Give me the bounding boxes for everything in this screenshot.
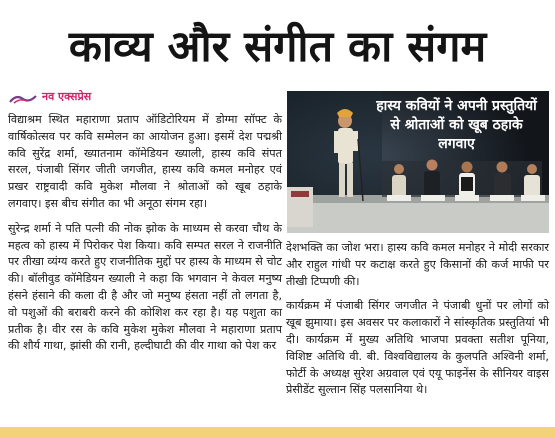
byline-label: नव एक्सप्रेस [42, 89, 92, 103]
page-bottom-strip [0, 427, 555, 438]
article-paragraph: सुरेन्द्र शर्मा ने पति पत्नी की नोक झोक के माध्यम से करवा चौथ के महत्व को हास्य में पिरोकर पेश किया। कवि सम्पत सरल ने राजनीति पर तीखा व्यंग्य करते हुए राजनीतिक मुद्दों पर हास्य के माध्यम से चोट की। बॉलीवुड कॉमेडियन ख्याली ने कहा कि भगवान ने केवल मनुष्य हंसने हंसाने की कला दी है और जो मनुष्य हंसता नहीं तो लगता है, वो पशुओं की बराबरी करने की कोशिश कर रहा है। यह पशुता का प्रतीक है। वीर रस के कवि मुकेश मुकेश मौलवा ने महाराणा प्रताप की शौर्य गाथा, झांसी की रानी, हल्दीघाटी की वीर गाथा को पेश कर [8, 221, 282, 353]
article-paragraph: कार्यक्रम में पंजाबी सिंगर जगजीत ने पंजाबी धुनों पर लोगों को खूब झुमाया। इस अवसर पर कलाकारों ने सांस्कृतिक प्रस्तुतियां भी दी। कार्यक्रम में मुख्य अतिथि भाजपा प्रवक्ता सतीश पूनिया, विशिष्ट अतिथि वी. बी. विश्वविद्यालय के कुलपति अश्विनी शर्मा, फोर्टी के अध्यक्ष सुरेश अग्रवाल एवं एयू फाइनेंस के सीनियर वाइस प्रेसीडेंट सुल्तान सिंह पलसानिया थे। [286, 299, 549, 397]
article-paragraph: विद्याश्रम स्थित महाराणा प्रताप ऑडिटोरियम में डोग्मा सॉफ्ट के वार्षिकोत्सव पर कवि सम्मेलन का आयोजन हुआ। इसमें देश पद्मश्री कवि सुरेंद्र शर्मा, ख्यातनाम कॉमेडियन ख्याली, हास्य कवि संपत सरल, पंजाबी सिंगर जीती जगजीत, हास्य कवि कमल मनोहर एवं प्रखर राष्ट्रवादी कवि मुकेश मौलवा ने श्रोताओं को खूब ठहाके लगवाए। इस बीच संगीत का भी अनूठा संगम रहा। [8, 113, 282, 210]
headline: काव्य और संगीत का संगम [68, 22, 487, 72]
photo-caption: हास्य कवियों ने अपनी प्रस्तुतियों से श्रोताओं को खूब ठहाके लगवाए [376, 98, 537, 152]
event-photo [287, 91, 549, 233]
previous-article-cutoff [0, 0, 555, 5]
byline [8, 88, 91, 104]
article-column-right [286, 240, 549, 420]
article-paragraph: देशभक्ति का जोश भरा। हास्य कवि कमल मनोहर ने मोदी सरकार और राहुल गांधी पर कटाक्ष करते हुए किसानों की कर्ज माफी पर तीखी टिप्पणी की। [286, 241, 549, 288]
article-column-left [8, 112, 282, 424]
newspaper-bird-icon [8, 90, 38, 102]
